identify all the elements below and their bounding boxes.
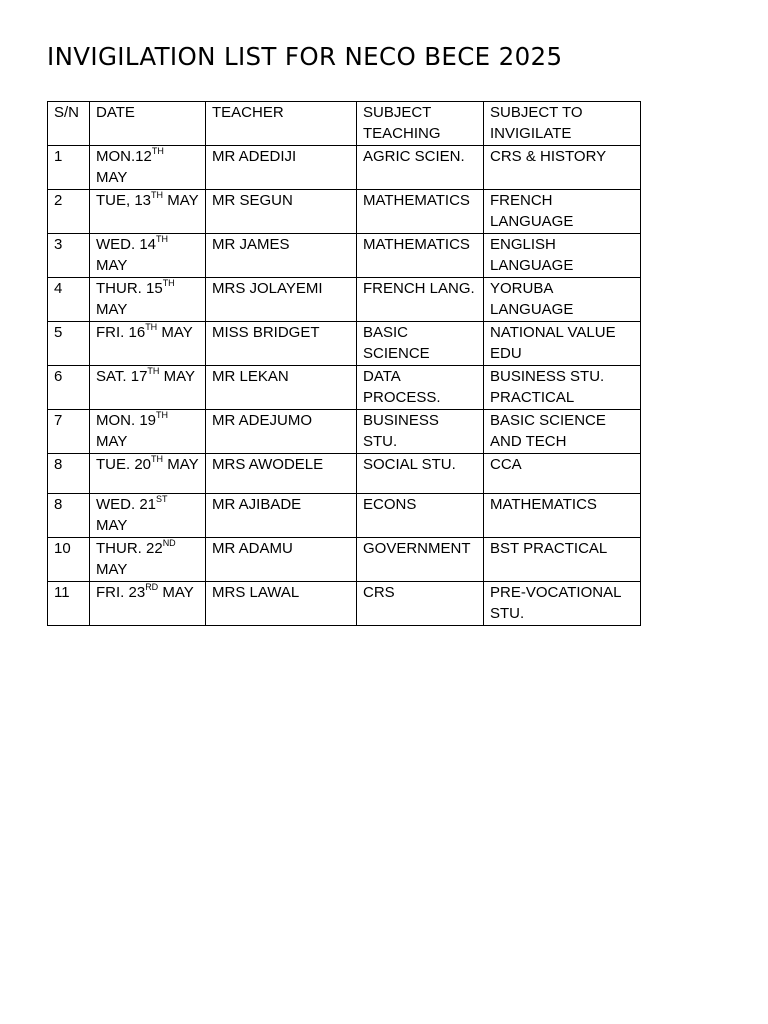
date-ordinal-suffix: RD [145,582,159,592]
cell-teacher: MISS BRIDGET [206,322,357,366]
cell-subject-teaching: GOVERNMENT [357,538,484,582]
cell-date [90,146,206,190]
table-body [48,102,641,626]
cell-teacher: MRS LAWAL [206,582,357,626]
date-day: TUE. 20 [96,456,152,473]
cell-subject-to-invigilate: CRS & HISTORY [484,146,641,190]
cell-subject-to-invigilate: ENGLISH LANGUAGE [484,234,641,278]
cell-sn: 8 [48,454,90,494]
cell-teacher: MRS AWODELE [206,454,357,494]
cell-subject-to-invigilate: PRE-VOCATIONAL STU. [484,582,641,626]
cell-teacher: MR AJIBADE [206,494,357,538]
cell-sn: 5 [48,322,90,366]
cell-sn: 11 [48,582,90,626]
cell-sn: 1 [48,146,90,190]
date-month: MAY [96,300,128,318]
cell-date [90,582,206,626]
date-ordinal-suffix: ND [162,538,176,548]
date-month: MAY [96,516,128,534]
cell-subject-to-invigilate: MATHEMATICS [484,494,641,538]
date-day: MON.12 [96,148,152,165]
date-day: THUR. 22 [96,540,163,557]
date-month: MAY [159,368,195,385]
cell-subject-to-invigilate: BST PRACTICAL [484,538,641,582]
invigilation-table [47,101,641,626]
date-day: WED. 14 [96,236,157,253]
cell-subject-teaching: BUSINESS STU. [357,410,484,454]
table-row [48,538,641,582]
date-day: FRI. 16 [96,324,146,341]
cell-date [90,366,206,410]
cell-date [90,538,206,582]
header-subject-teaching: SUBJECT TEACHING [357,102,484,146]
table-row [48,366,641,410]
cell-teacher: MR ADEJUMO [206,410,357,454]
cell-date [90,322,206,366]
cell-subject-teaching: CRS [357,582,484,626]
date-ordinal-suffix: TH [151,190,164,200]
table-row [48,494,641,538]
date-ordinal-suffix: ST [156,494,168,504]
date-ordinal-suffix: TH [156,410,169,420]
cell-teacher: MR SEGUN [206,190,357,234]
cell-date [90,234,206,278]
cell-teacher: MR LEKAN [206,366,357,410]
cell-subject-teaching: FRENCH LANG. [357,278,484,322]
date-day: SAT. 17 [96,368,148,385]
date-day: WED. 21 [96,496,157,513]
table-header-row [48,102,641,146]
date-day: MON. 19 [96,412,157,429]
table-row [48,322,641,366]
cell-subject-teaching: SOCIAL STU. [357,454,484,494]
cell-sn: 10 [48,538,90,582]
cell-subject-teaching: DATA PROCESS. [357,366,484,410]
cell-sn: 2 [48,190,90,234]
header-teacher: TEACHER [206,102,357,146]
cell-subject-to-invigilate: FRENCH LANGUAGE [484,190,641,234]
cell-subject-to-invigilate: YORUBA LANGUAGE [484,278,641,322]
table-row [48,410,641,454]
cell-subject-teaching: AGRIC SCIEN. [357,146,484,190]
cell-subject-teaching: MATHEMATICS [357,190,484,234]
page-title: INVIGILATION LIST FOR NECO BECE 2025 [47,42,563,71]
cell-date [90,454,206,494]
cell-date [90,410,206,454]
date-ordinal-suffix: TH [156,234,169,244]
date-month: MAY [96,168,128,186]
table-row [48,190,641,234]
date-month: MAY [158,584,194,601]
cell-subject-to-invigilate: NATIONAL VALUE EDU [484,322,641,366]
cell-teacher: MRS JOLAYEMI [206,278,357,322]
date-ordinal-suffix: TH [151,454,164,464]
cell-sn: 6 [48,366,90,410]
date-ordinal-suffix: TH [151,146,164,156]
cell-teacher: MR ADEDIJI [206,146,357,190]
date-month: MAY [96,432,128,450]
date-day: THUR. 15 [96,280,163,297]
table-row [48,234,641,278]
cell-teacher: MR JAMES [206,234,357,278]
cell-subject-teaching: BASIC SCIENCE [357,322,484,366]
cell-date [90,278,206,322]
cell-subject-teaching: ECONS [357,494,484,538]
table-row [48,278,641,322]
table-row [48,582,641,626]
header-subject-to-invigilate: SUBJECT TO INVIGILATE [484,102,641,146]
table-row [48,146,641,190]
cell-teacher: MR ADAMU [206,538,357,582]
cell-date [90,494,206,538]
cell-sn: 4 [48,278,90,322]
cell-subject-to-invigilate: CCA [484,454,641,494]
date-day: FRI. 23 [96,584,146,601]
date-ordinal-suffix: TH [162,278,175,288]
cell-subject-teaching: MATHEMATICS [357,234,484,278]
date-ordinal-suffix: TH [145,322,158,332]
cell-subject-to-invigilate: BASIC SCIENCE AND TECH [484,410,641,454]
date-month: MAY [163,192,199,209]
date-month: MAY [96,256,128,274]
cell-date [90,190,206,234]
date-month: MAY [163,456,199,473]
date-month: MAY [96,560,128,578]
date-day: TUE, 13 [96,192,152,209]
cell-sn: 8 [48,494,90,538]
cell-sn: 7 [48,410,90,454]
header-sn: S/N [48,102,90,146]
cell-subject-to-invigilate: BUSINESS STU. PRACTICAL [484,366,641,410]
date-ordinal-suffix: TH [147,366,160,376]
date-month: MAY [157,324,193,341]
table-row [48,454,641,494]
header-date: DATE [90,102,206,146]
cell-sn: 3 [48,234,90,278]
